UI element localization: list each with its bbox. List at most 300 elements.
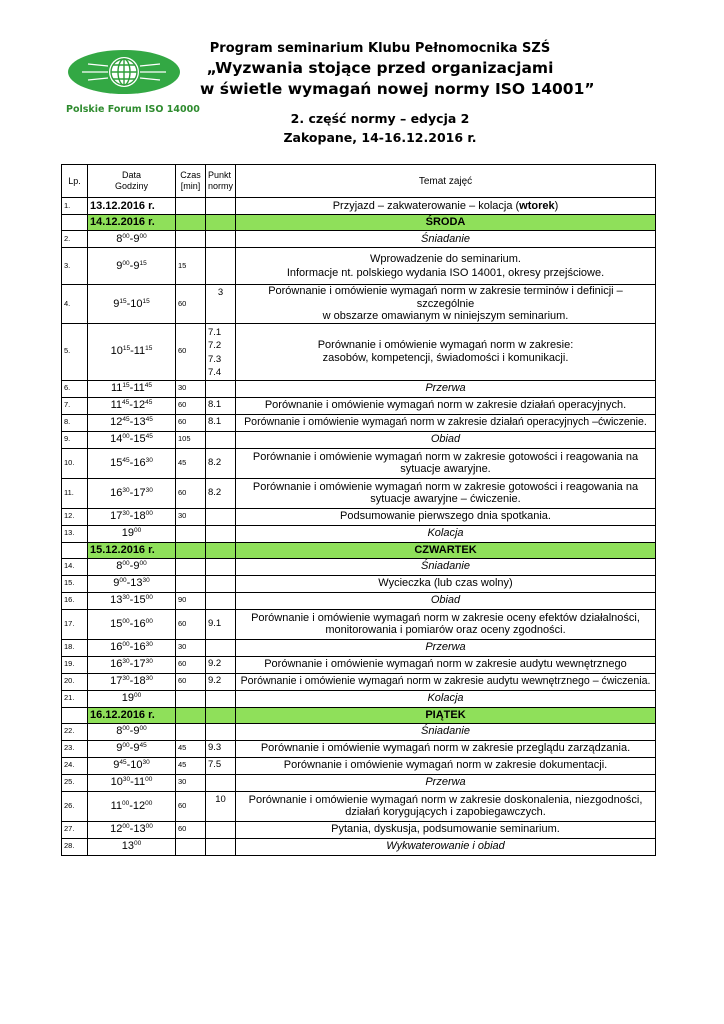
table-cell (236, 285, 656, 324)
table-row (62, 525, 656, 542)
table-row (62, 575, 656, 592)
table-cell (236, 248, 656, 285)
cell-m1: 00 (122, 259, 130, 267)
cell-p3: 7.3 (208, 353, 222, 365)
table-cell (206, 198, 236, 215)
cell-m2: 30 (145, 641, 153, 649)
table-cell: $16^{00}-16^{30}$ (88, 639, 176, 656)
cell-h1: 19 (121, 692, 134, 705)
cell-h2: 13 (133, 416, 146, 429)
cell-h2: 16 (133, 456, 146, 469)
cell-h1: 15 (110, 617, 123, 630)
cell-temat_pre: Przyjazd – zakwaterowanie – kolacja ( (332, 199, 520, 212)
cell-h2: 15 (133, 433, 146, 446)
table-row (62, 609, 656, 639)
cell-temat_bold: wtorek (519, 199, 555, 212)
cell-m2: 30 (145, 486, 153, 494)
table-cell: $13^{30}-15^{00}$ (88, 592, 176, 609)
table-cell (176, 575, 206, 592)
cell-lp: 18. (62, 639, 88, 656)
cell-h2: 11 (133, 382, 145, 395)
table-cell (236, 198, 656, 215)
cell-pkt: 9.3 (206, 740, 236, 757)
cell-czas: 60 (176, 821, 206, 838)
table-cell (176, 231, 206, 248)
cell-czas: 30 (176, 774, 206, 791)
cell-t1: Porównanie i omówienie wymagań norm w zakresie oceny efektów działalności, (251, 611, 640, 624)
table-cell (176, 542, 206, 558)
cell-m2: 30 (145, 456, 153, 464)
cell-h2: 16 (133, 641, 146, 654)
cell-data2: Godziny (114, 181, 149, 191)
table-cell (236, 448, 656, 478)
cell-t1: Wprowadzenie do seminarium. (369, 253, 521, 265)
cell-p2: 7.2 (208, 340, 222, 351)
cell-m2: 00 (139, 232, 147, 240)
cell-h1: 9 (113, 759, 120, 772)
cell-h1: 8 (116, 232, 123, 245)
cell-h1: 10 (110, 345, 123, 358)
table-cell: $9^{15}-10^{15}$ (88, 285, 176, 324)
col-data (88, 165, 176, 198)
day-row (62, 542, 656, 558)
cell-lp: 19. (62, 656, 88, 673)
seminar-title-line2: w świetle wymagań nowej normy ISO 14001” (200, 80, 595, 98)
cell-h2: 9 (133, 259, 140, 272)
cell-m2: 15 (139, 259, 147, 267)
cell-m2: 00 (139, 560, 147, 568)
cell-czas: 90 (176, 592, 206, 609)
cell-lp: 9. (62, 431, 88, 448)
cell-temat: Śniadanie (236, 723, 656, 740)
cell-czas: 60 (176, 656, 206, 673)
cell-h1: 19 (121, 527, 134, 540)
table-cell (206, 215, 236, 231)
table-row (62, 248, 656, 285)
table-cell (206, 248, 236, 285)
cell-h2: 9 (133, 560, 140, 573)
cell-lp: 5. (62, 323, 88, 380)
cell-m2: 00 (139, 725, 147, 733)
cell-lp: 27. (62, 821, 88, 838)
cell-temat: Kolacja (236, 690, 656, 707)
table-row (62, 639, 656, 656)
table-cell (206, 723, 236, 740)
table-row (62, 285, 656, 324)
cell-lp: 7. (62, 397, 88, 414)
cell-lp: 14. (62, 558, 88, 575)
table-cell (206, 639, 236, 656)
cell-m1: 30 (122, 675, 130, 683)
table-row (62, 774, 656, 791)
cell-m1: 30 (122, 510, 130, 518)
cell-t1: Porównanie i omówienie wymagań norm w zakresie: (317, 338, 574, 351)
cell-h2: 15 (133, 594, 146, 607)
cell-temat: Wycieczka (lub czas wolny) (236, 575, 656, 592)
table-cell (236, 478, 656, 508)
cell-h2: 11 (133, 345, 146, 358)
cell-temat: Porównanie i omówienie wymagań norm w zakresie audytu wewnętrznego (236, 656, 656, 673)
cell-date: 14.12.2016 r. (88, 215, 176, 231)
cell-m2: 45 (145, 416, 153, 424)
cell-temat: Kolacja (236, 525, 656, 542)
cell-t2: działań korygujących i zapobiegawczych. (345, 806, 546, 818)
cell-m2: 30 (142, 577, 150, 585)
cell-pkt: 8.2 (206, 448, 236, 478)
table-row (62, 791, 656, 821)
cell-h1: 9 (116, 742, 123, 755)
cell-temat: Śniadanie (236, 558, 656, 575)
cell-day: PIĄTEK (236, 707, 656, 723)
cell-lp: 25. (62, 774, 88, 791)
table-cell (88, 690, 176, 707)
table-row (62, 673, 656, 690)
table-cell (176, 707, 206, 723)
edition-label: 2. część normy – edycja 2 (290, 111, 470, 126)
cell-pkt: 8.2 (206, 478, 236, 508)
cell-czas: 15 (176, 248, 206, 285)
cell-temat: Wykwaterowanie i obiad (236, 838, 656, 855)
table-cell: $16^{30}-17^{30}$ (88, 656, 176, 673)
cell-m2: 45 (139, 742, 147, 750)
cell-h1: 17 (110, 675, 123, 688)
cell-czas: 30 (176, 508, 206, 525)
cell-temat: Porównanie i omówienie wymagań norm w zakresie działań operacyjnych –ćwiczenie. (236, 414, 656, 431)
table-cell (206, 821, 236, 838)
cell-pkt: 7.5 (206, 757, 236, 774)
cell-lp: 22. (62, 723, 88, 740)
table-cell (206, 690, 236, 707)
cell-pkt: 9.1 (206, 609, 236, 639)
table-cell (236, 323, 656, 380)
cell-h2: 9 (133, 742, 140, 755)
cell-m1: 15 (119, 297, 127, 305)
cell-h1: 9 (113, 577, 120, 590)
schedule-table (61, 164, 656, 856)
table-cell: $9^{45}-10^{30}$ (88, 757, 176, 774)
cell-h2: 18 (133, 675, 146, 688)
table-row (62, 431, 656, 448)
table-row (62, 558, 656, 575)
table-row (62, 723, 656, 740)
table-cell (206, 542, 236, 558)
cell-m2: 15 (142, 297, 150, 305)
table-cell (206, 508, 236, 525)
cell-m1: 00 (122, 799, 130, 807)
col-lp: Lp. (62, 165, 88, 198)
cell-lp: 21. (62, 690, 88, 707)
cell-m1: 00 (122, 232, 130, 240)
cell-m2: 45 (145, 399, 153, 407)
cell-h2: 10 (130, 759, 143, 772)
col-temat: Temat zajęć (236, 165, 656, 198)
cell-czas: 30 (176, 380, 206, 397)
cell-m2: 45 (145, 433, 153, 441)
cell-m1: 45 (122, 456, 130, 464)
program-title: Program seminarium Klubu Pełnomocnika SZŚ (209, 41, 551, 56)
table-cell: $8^{00}-9^{00}$ (88, 558, 176, 575)
cell-pkt: 9.2 (206, 656, 236, 673)
cell-h1: 10 (110, 776, 123, 789)
table-row (62, 821, 656, 838)
cell-czas: 60 (176, 397, 206, 414)
cell-h2: 12 (132, 799, 146, 812)
cell-h1: 13 (110, 594, 123, 607)
table-row (62, 380, 656, 397)
table-row (62, 231, 656, 248)
cell-lp: 12. (62, 508, 88, 525)
cell-t2: Informacje nt. polskiego wydania ISO 14001, okresy przejściowe. (286, 266, 605, 279)
cell-temat_post: ) (554, 199, 559, 212)
cell-temat: Obiad (236, 592, 656, 609)
table-header-row (62, 165, 656, 198)
cell-t2: sytuacje awaryjne – ćwiczenie. (370, 493, 521, 505)
cell-lp: 15. (62, 575, 88, 592)
table-row (62, 690, 656, 707)
cell-t2: w obszarze omawianym w niniejszym seminarium. (322, 310, 569, 322)
cell-pkt1: Punkt (208, 170, 232, 180)
table-cell: $17^{30}-18^{30}$ (88, 673, 176, 690)
cell-m2: 00 (145, 510, 153, 518)
cell-m1: 00 (122, 617, 130, 625)
cell-h2: 17 (133, 486, 146, 499)
cell-day: ŚRODA (236, 215, 656, 231)
cell-m1: 45 (122, 399, 130, 407)
cell-pkt: 8.1 (206, 397, 236, 414)
cell-m1: 15 (122, 345, 131, 353)
table-cell (206, 431, 236, 448)
cell-m2: 15 (145, 345, 153, 353)
cell-m2: 00 (145, 617, 153, 625)
cell-temat: Porównanie i omówienie wymagań norm w zakresie dokumentacji. (236, 757, 656, 774)
table-cell (176, 558, 206, 575)
table-row (62, 656, 656, 673)
cell-h1: 15 (110, 456, 123, 469)
cell-h1: 16 (110, 641, 123, 654)
cell-czas: 60 (176, 609, 206, 639)
cell-m2: 00 (145, 823, 153, 831)
cell-czas: 60 (176, 285, 206, 324)
table-row (62, 592, 656, 609)
cell-date: 13.12.2016 r. (88, 198, 176, 215)
table-cell: $10^{15}-11^{15}$ (88, 323, 176, 380)
cell-czas: 60 (176, 478, 206, 508)
cell-lp: 28. (62, 838, 88, 855)
cell-m2: 00 (145, 799, 153, 807)
table-cell (62, 542, 88, 558)
cell-lp: 23. (62, 740, 88, 757)
table-cell (206, 592, 236, 609)
table-cell: $8^{00}-9^{00}$ (88, 723, 176, 740)
cell-czas: 60 (176, 791, 206, 821)
table-cell: $17^{30}-18^{00}$ (88, 508, 176, 525)
logo-caption: Polskie Forum ISO 14000 (66, 104, 200, 115)
table-cell: $9^{00}-9^{15}$ (88, 248, 176, 285)
cell-m2: 00 (145, 594, 153, 602)
table-cell (88, 838, 176, 855)
cell-h1: 17 (110, 510, 123, 523)
table-row (62, 838, 656, 855)
cell-t1: Porównanie i omówienie wymagań norm w zakresie doskonalenia, niezgodności, (248, 793, 643, 806)
table-cell: $12^{00}-13^{00}$ (88, 821, 176, 838)
cell-m1: 00 (119, 577, 127, 585)
cell-day: CZWARTEK (236, 542, 656, 558)
day-row (62, 707, 656, 723)
cell-t2: monitorowania i pomiarów oraz oceny zgodności. (325, 624, 566, 636)
table-row (62, 740, 656, 757)
cell-czas: 45 (176, 757, 206, 774)
cell-h1: 12 (110, 823, 123, 836)
table-cell: $14^{00}-15^{45}$ (88, 431, 176, 448)
cell-h1: 16 (110, 486, 123, 499)
table-cell (236, 609, 656, 639)
cell-h1: 8 (116, 560, 123, 573)
cell-temat: Pytania, dyskusja, podsumowanie seminarium. (236, 821, 656, 838)
cell-temat: Przerwa (236, 639, 656, 656)
cell-czas: 60 (176, 414, 206, 431)
cell-temat: Porównanie i omówienie wymagań norm w zakresie działań operacyjnych. (236, 397, 656, 414)
cell-h1: 11 (111, 382, 123, 395)
cell-h1: 16 (110, 658, 123, 671)
cell-pkt: 10 (206, 791, 236, 821)
cell-h1: 11 (110, 399, 123, 412)
cell-lp: 24. (62, 757, 88, 774)
cell-t1: Porównanie i omówienie wymagań norm w zakresie terminów i definicji – szczególnie (268, 285, 623, 310)
table-cell: $8^{00}-9^{00}$ (88, 231, 176, 248)
cell-czas: 30 (176, 639, 206, 656)
table-cell (206, 525, 236, 542)
table-cell (176, 690, 206, 707)
cell-lp: 10. (62, 448, 88, 478)
table-row (62, 323, 656, 380)
cell-m2: 30 (142, 759, 150, 767)
cell-h1: 11 (110, 799, 123, 812)
table-cell: $12^{45}-13^{45}$ (88, 414, 176, 431)
cell-date: 16.12.2016 r. (88, 707, 176, 723)
table-row (62, 508, 656, 525)
cell-m1: 30 (122, 594, 130, 602)
table-cell (62, 215, 88, 231)
table-cell (206, 774, 236, 791)
table-cell (206, 231, 236, 248)
location-date: Zakopane, 14-16.12.2016 r. (283, 130, 477, 145)
cell-t1: Porównanie i omówienie wymagań norm w zakresie gotowości i reagowania na (252, 450, 639, 463)
table-cell (176, 525, 206, 542)
cell-h2: 13 (130, 577, 143, 590)
cell-t2: sytuacje awaryjne. (400, 463, 491, 475)
cell-t1: Porównanie i omówienie wymagań norm w zakresie gotowości i reagowania na (252, 480, 639, 493)
cell-temat: Podsumowanie pierwszego dnia spotkania. (236, 508, 656, 525)
cell-lp: 8. (62, 414, 88, 431)
cell-m1: 00 (122, 823, 130, 831)
table-cell (176, 723, 206, 740)
table-row (62, 397, 656, 414)
table-cell (62, 707, 88, 723)
cell-h2: 18 (133, 510, 146, 523)
cell-data1: Data (121, 170, 141, 180)
cell-h2: 11 (133, 776, 146, 789)
col-czas (176, 165, 206, 198)
table-cell: $11^{00}-12^{00}$ (88, 791, 176, 821)
cell-lp: 6. (62, 380, 88, 397)
cell-p1: 7.1 (208, 326, 222, 338)
cell-m1: 00 (122, 742, 130, 750)
cell-h2: 12 (132, 399, 146, 412)
cell-czas: 105 (176, 431, 206, 448)
cell-czas: 45 (176, 448, 206, 478)
cell-date: 15.12.2016 r. (88, 542, 176, 558)
table-row (62, 414, 656, 431)
cell-temat: Śniadanie (236, 231, 656, 248)
cell-h2: 9 (133, 725, 140, 738)
cell-lp: 11. (62, 478, 88, 508)
table-cell: $10^{30}-11^{00}$ (88, 774, 176, 791)
table-cell (88, 525, 176, 542)
cell-lp: 2. (62, 231, 88, 248)
cell-m1: 30 (122, 658, 130, 666)
cell-m1: 15 (122, 382, 130, 390)
cell-czas: 60 (176, 673, 206, 690)
cell-h1: 8 (116, 725, 123, 738)
table-cell (206, 380, 236, 397)
table-row (62, 757, 656, 774)
cell-h2: 16 (133, 617, 146, 630)
cell-h2: 9 (133, 232, 140, 245)
cell-h1: 14 (110, 433, 123, 446)
table-cell: $16^{30}-17^{30}$ (88, 478, 176, 508)
cell-m2: 00 (145, 776, 153, 784)
cell-m2: 30 (145, 658, 153, 666)
cell-czas2: [min] (180, 181, 201, 191)
table-cell: $15^{45}-16^{30}$ (88, 448, 176, 478)
cell-czas: 45 (176, 740, 206, 757)
cell-temat: Przerwa (236, 774, 656, 791)
table-cell (176, 215, 206, 231)
cell-m2: 30 (145, 675, 153, 683)
table-row (62, 448, 656, 478)
cell-m1: 00 (134, 840, 142, 848)
table-row (62, 198, 656, 215)
cell-temat: Porównanie i omówienie wymagań norm w zakresie audytu wewnętrznego – ćwiczenia. (236, 673, 656, 690)
cell-h1: 9 (113, 297, 120, 310)
cell-pkt2: normy (208, 181, 234, 191)
table-row (62, 478, 656, 508)
cell-m1: 45 (119, 759, 127, 767)
cell-h1: 12 (110, 416, 123, 429)
cell-lp: 4. (62, 285, 88, 324)
cell-lp: 20. (62, 673, 88, 690)
cell-m1: 00 (122, 641, 130, 649)
cell-temat: Obiad (236, 431, 656, 448)
table-cell (236, 791, 656, 821)
table-cell: $9^{00}-13^{30}$ (88, 575, 176, 592)
seminar-title-line1: „Wyzwania stojące przed organizacjami (206, 59, 554, 77)
cell-m1: 30 (122, 776, 131, 784)
cell-t2: zasobów, kompetencji, świadomości i komunikacji. (322, 352, 569, 364)
table-cell (206, 558, 236, 575)
cell-h1: 13 (121, 840, 134, 853)
cell-h1: 9 (116, 259, 123, 272)
table-cell (206, 707, 236, 723)
table-cell (206, 838, 236, 855)
cell-temat: Porównanie i omówienie wymagań norm w zakresie przeglądu zarządzania. (236, 740, 656, 757)
cell-m1: 00 (122, 560, 130, 568)
table-cell: $15^{00}-16^{00}$ (88, 609, 176, 639)
cell-m2: 45 (144, 382, 152, 390)
table-cell (176, 838, 206, 855)
cell-pkt: 3 (206, 285, 236, 324)
table-cell (206, 323, 236, 380)
